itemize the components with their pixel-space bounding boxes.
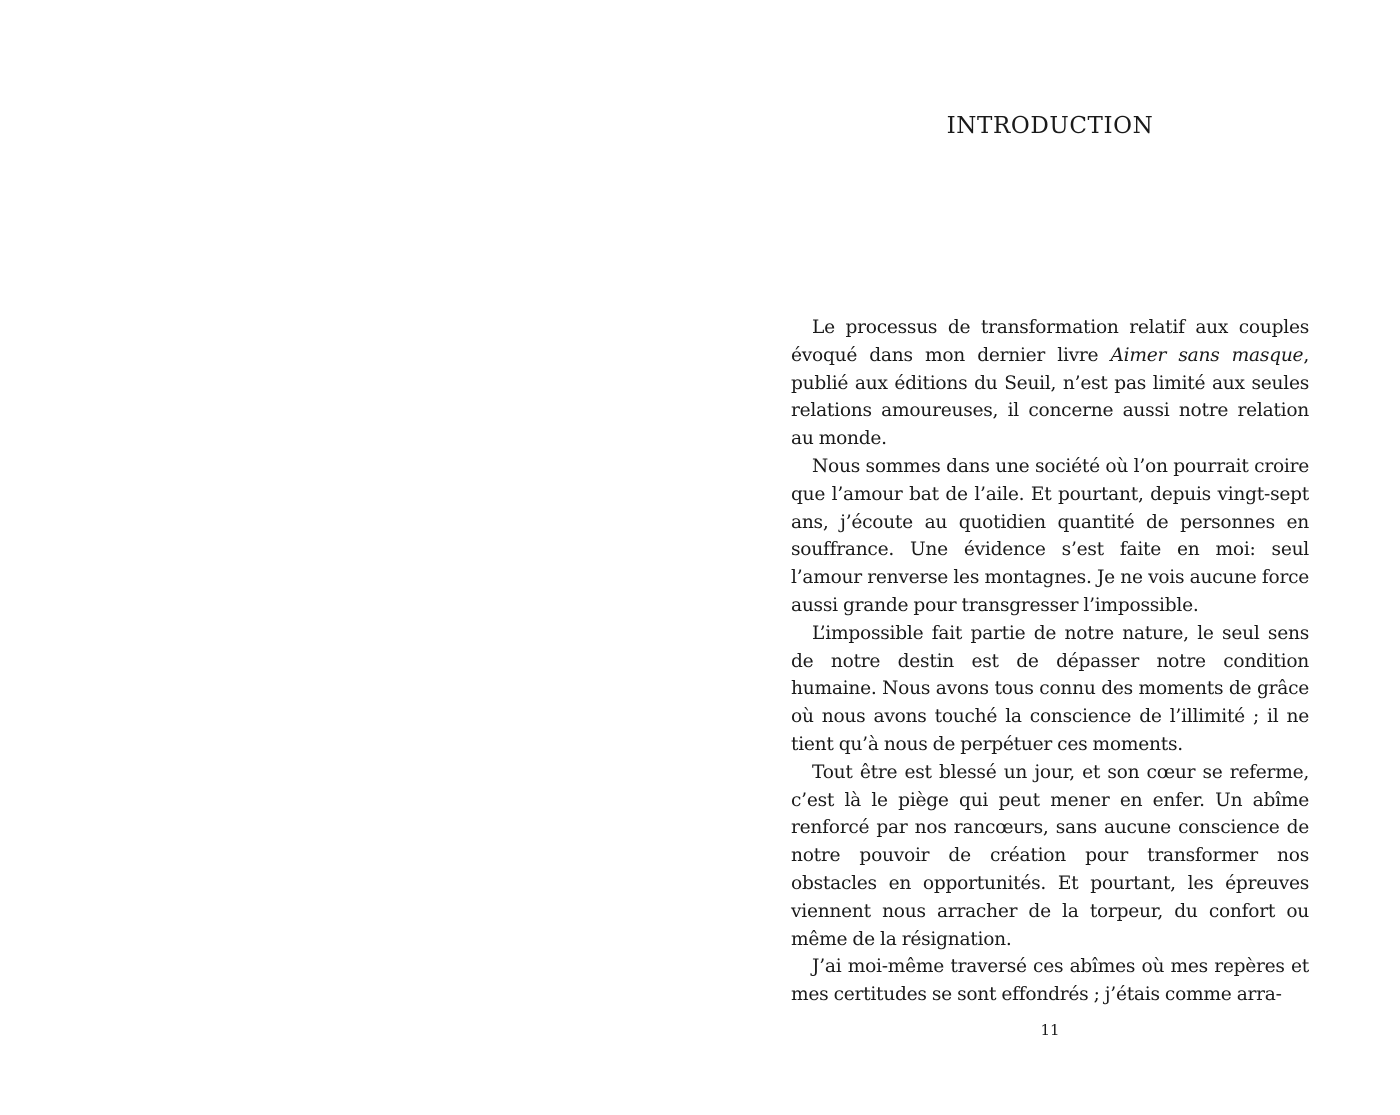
page-number: 11 (1040, 1021, 1060, 1039)
paragraph: J’ai moi-même traversé ces abîmes où mes repères et mes certitudes se sont effondrés ; j’étais comme arra- (791, 956, 1309, 1006)
chapter-title: INTRODUCTION (946, 113, 1154, 139)
body-text (791, 314, 1309, 1009)
paragraph: L’impossible fait partie de notre nature, le seul sens de notre destin est de dépasser notre condition humaine. Nous avons tous connu des moments de grâce où nous avons touché la conscience de l’illimité ; il ne tient qu’à nous de perpétuer ces moments. (791, 622, 1309, 755)
paragraph-text: , publié aux éditions du Seuil, n’est pas limité aux seules relations amoureuses, il concerne aussi notre relation au monde. (791, 344, 1309, 450)
book-title-italic: Aimer sans masque (1110, 344, 1304, 366)
paragraph-text: Le processus de transformation relatif aux couples évoqué dans mon dernier livre (791, 317, 1309, 366)
paragraph (791, 314, 1309, 453)
right-page (700, 0, 1400, 1115)
paragraph: Tout être est blessé un jour, et son cœur se referme, c’est là le piège qui peut mener en enfer. Un abîme renforcé par nos rancœurs, sans aucune conscience de notre pouvoir de création pour transformer nos obstacles en opportunités. Et pourtant, les épreuves viennent nous arracher de la torpeur, du confort ou même de la résignation. (791, 761, 1309, 950)
paragraph: Nous sommes dans une société où l’on pourrait croire que l’amour bat de l’aile. Et pourtant, depuis vingt-sept ans, j’écoute au quotidien quantité de personnes en souffrance. Une évidence s’est faite en moi: seul l’amour renverse les montagnes. Je ne vois aucune force aussi grande pour transgresser l’impossible. (791, 455, 1309, 616)
